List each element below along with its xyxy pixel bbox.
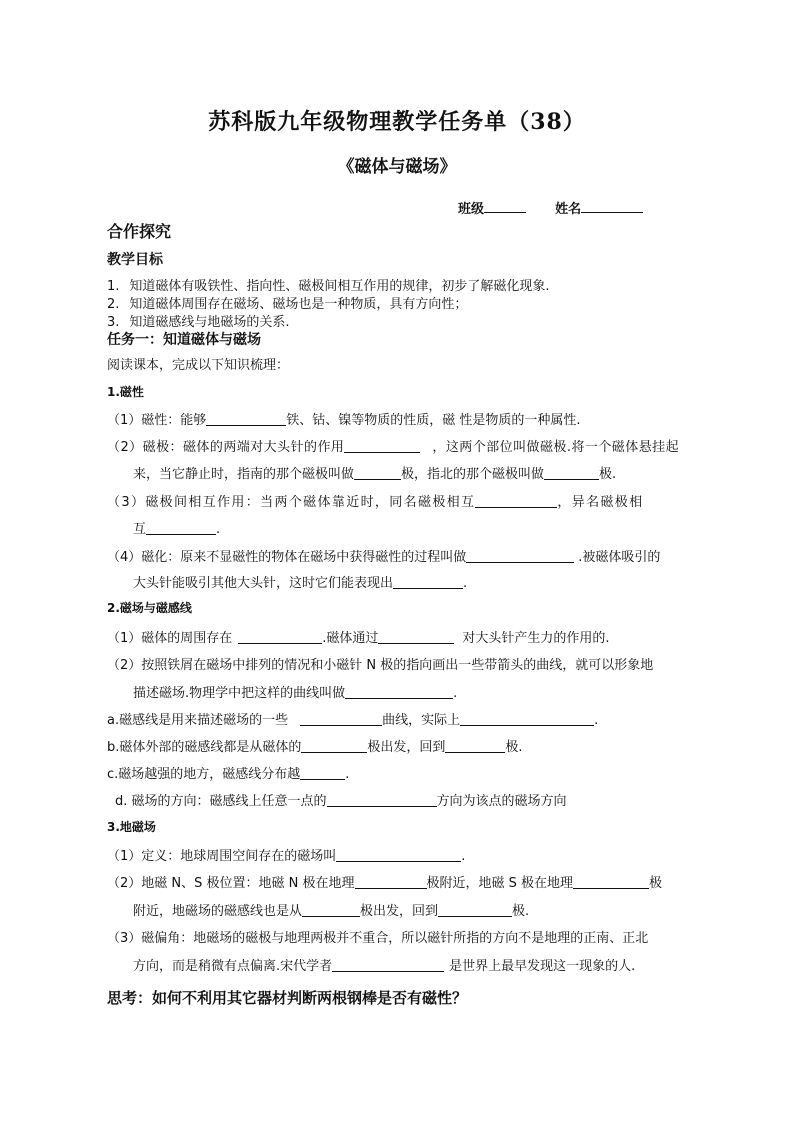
text: （4）磁化：原来不显磁性的物体在磁场中获得磁性的过程叫做 (107, 550, 467, 565)
blank[interactable] (238, 630, 322, 644)
part3-line (133, 955, 635, 974)
text: ，异名磁极相 (557, 495, 644, 510)
blank[interactable] (300, 712, 382, 726)
text: . (594, 713, 599, 728)
blank[interactable] (344, 439, 420, 453)
text: 互 (133, 522, 147, 537)
name-label: 姓名 (555, 202, 582, 217)
blank[interactable] (355, 875, 427, 889)
goal-num: 3. (107, 315, 120, 330)
goal-text: 知道磁感线与地磁场的关系. (129, 315, 290, 330)
part1-line (107, 546, 660, 565)
text: 极 (649, 876, 663, 891)
text: （3）磁极间相互作用：当两个磁体靠近时，同名磁极相互 (107, 495, 476, 510)
student-info (458, 198, 643, 217)
text: . (345, 767, 350, 782)
text: . (461, 849, 466, 864)
blank[interactable] (378, 630, 454, 644)
part2-line (115, 790, 567, 809)
text: b.磁体外部的磁感线都是从磁体的 (107, 740, 302, 755)
part2-line (107, 736, 523, 755)
part2-heading: 2.磁场与磁感线 (107, 601, 192, 615)
text: 来，当它静止时，指南的那个磁极叫做 (133, 467, 355, 482)
text: 极. (512, 904, 530, 919)
text: 极出发，回到 (360, 904, 439, 919)
part1-heading: 1.磁性 (107, 385, 144, 399)
blank[interactable] (460, 712, 594, 726)
part3-line (133, 900, 529, 919)
page-title: 苏科版九年级物理教学任务单（38） (208, 109, 586, 135)
text: d. 磁场的方向：磁感线上任意一点的 (115, 794, 327, 809)
blank[interactable] (206, 412, 286, 426)
text: . (216, 522, 221, 537)
part1-line (107, 491, 643, 510)
text: a.磁感线是用来描述磁场的一些 (107, 713, 289, 728)
page-subtitle: 《磁体与磁场》 (337, 157, 457, 177)
blank[interactable] (393, 575, 463, 589)
goal-num: 2. (107, 297, 120, 312)
text: 方向为该点的磁场方向 (436, 794, 567, 809)
think-question: 思考：如何不利用其它器材判断两根钢棒是否有磁性？ (107, 989, 468, 1007)
part3-line: （3）磁偏角：地磁场的磁极与地理两极并不重合，所以磁针所指的方向不是地理的正南、正北 (107, 931, 649, 946)
text: 对大头针产生力的作用的. (462, 631, 610, 646)
text: 极出发，回到 (367, 740, 446, 755)
part1-line (133, 572, 467, 591)
goal-num: 1. (107, 279, 120, 294)
text: 大头针能吸引其他大头针，这时它们能表现出 (133, 576, 394, 591)
part1-line (107, 436, 679, 455)
goal-text: 知道磁体有吸铁性、指向性、磁极间相互作用的规律，初步了解磁化现象. (129, 279, 550, 294)
goal-text: 知道磁体周围存在磁场、磁场也是一种物质，具有方向性； (129, 297, 468, 312)
text: （2）磁极：磁体的两端对大头针的作用 (107, 440, 345, 455)
part2-line (107, 627, 610, 646)
part3-line (107, 872, 662, 891)
blank[interactable] (345, 685, 453, 699)
blank[interactable] (146, 521, 216, 535)
part1-line (133, 518, 220, 537)
text: . (453, 686, 458, 701)
text: 描述磁场.物理学中把这样的曲线叫做 (133, 686, 346, 701)
blank[interactable] (336, 848, 461, 862)
blank[interactable] (327, 793, 437, 807)
goal-item (107, 293, 467, 312)
task1-intro: 阅读课本，完成以下知识梳理： (107, 358, 290, 373)
name-field[interactable] (581, 198, 643, 213)
text: 铁、钴、镍等物质的性质，磁 性是物质的一种属性. (286, 413, 581, 428)
text: 附近，地磁场的磁感线也是从 (133, 904, 303, 919)
text: 极. (505, 740, 523, 755)
text: c.磁场越强的地方，磁感线分布越 (107, 767, 301, 782)
text: 曲线，实际上 (382, 713, 461, 728)
part1-line (107, 409, 581, 428)
text: . (463, 576, 468, 591)
blank[interactable] (332, 958, 444, 972)
class-field[interactable] (484, 198, 526, 213)
part1-line (133, 463, 616, 482)
blank[interactable] (466, 549, 574, 563)
blank[interactable] (300, 766, 345, 780)
section-heading: 合作探究 (107, 222, 172, 241)
part2-line (133, 682, 457, 701)
goal-item (107, 311, 290, 330)
blank[interactable] (544, 466, 599, 480)
task1-heading: 任务一：知道磁体与磁场 (107, 332, 261, 348)
text: 极附近，地磁 S 极在地理 (426, 876, 574, 891)
blank[interactable] (438, 903, 512, 917)
blank[interactable] (301, 739, 367, 753)
blank[interactable] (354, 466, 401, 480)
text: .被磁体吸引的 (578, 550, 661, 565)
text: 方向，而是稍微有点偏离.宋代学者 (133, 959, 333, 974)
part2-line (107, 709, 598, 728)
text: （1）磁体的周围存在 (107, 631, 233, 646)
part2-line: （2）按照铁屑在磁场中排列的情况和小磁针 N 极的指向画出一些带箭头的曲线，就可以形象地 (107, 658, 654, 673)
blank[interactable] (573, 875, 649, 889)
text: 是世界上最早发现这一现象的人. (449, 959, 636, 974)
text: 极，指北的那个磁极叫做 (401, 467, 545, 482)
text: （2）地磁 N、S 极位置：地磁 N 极在地理 (107, 876, 355, 891)
goals-heading: 教学目标 (107, 252, 163, 268)
text: 极. (599, 467, 617, 482)
goal-item (107, 275, 550, 294)
text: ，这两个部位叫做磁极.将一个磁体悬挂起 (432, 440, 680, 455)
text: .磁体通过 (322, 631, 379, 646)
blank[interactable] (445, 739, 505, 753)
blank[interactable] (475, 494, 557, 508)
part3-heading: 3.地磁场 (107, 820, 156, 834)
class-label: 班级 (458, 202, 485, 217)
part2-line (107, 763, 349, 782)
text: （1）定义：地球周围空间存在的磁场叫 (107, 849, 337, 864)
blank[interactable] (302, 903, 360, 917)
text: （1）磁性：能够 (107, 413, 207, 428)
part3-line (107, 845, 465, 864)
